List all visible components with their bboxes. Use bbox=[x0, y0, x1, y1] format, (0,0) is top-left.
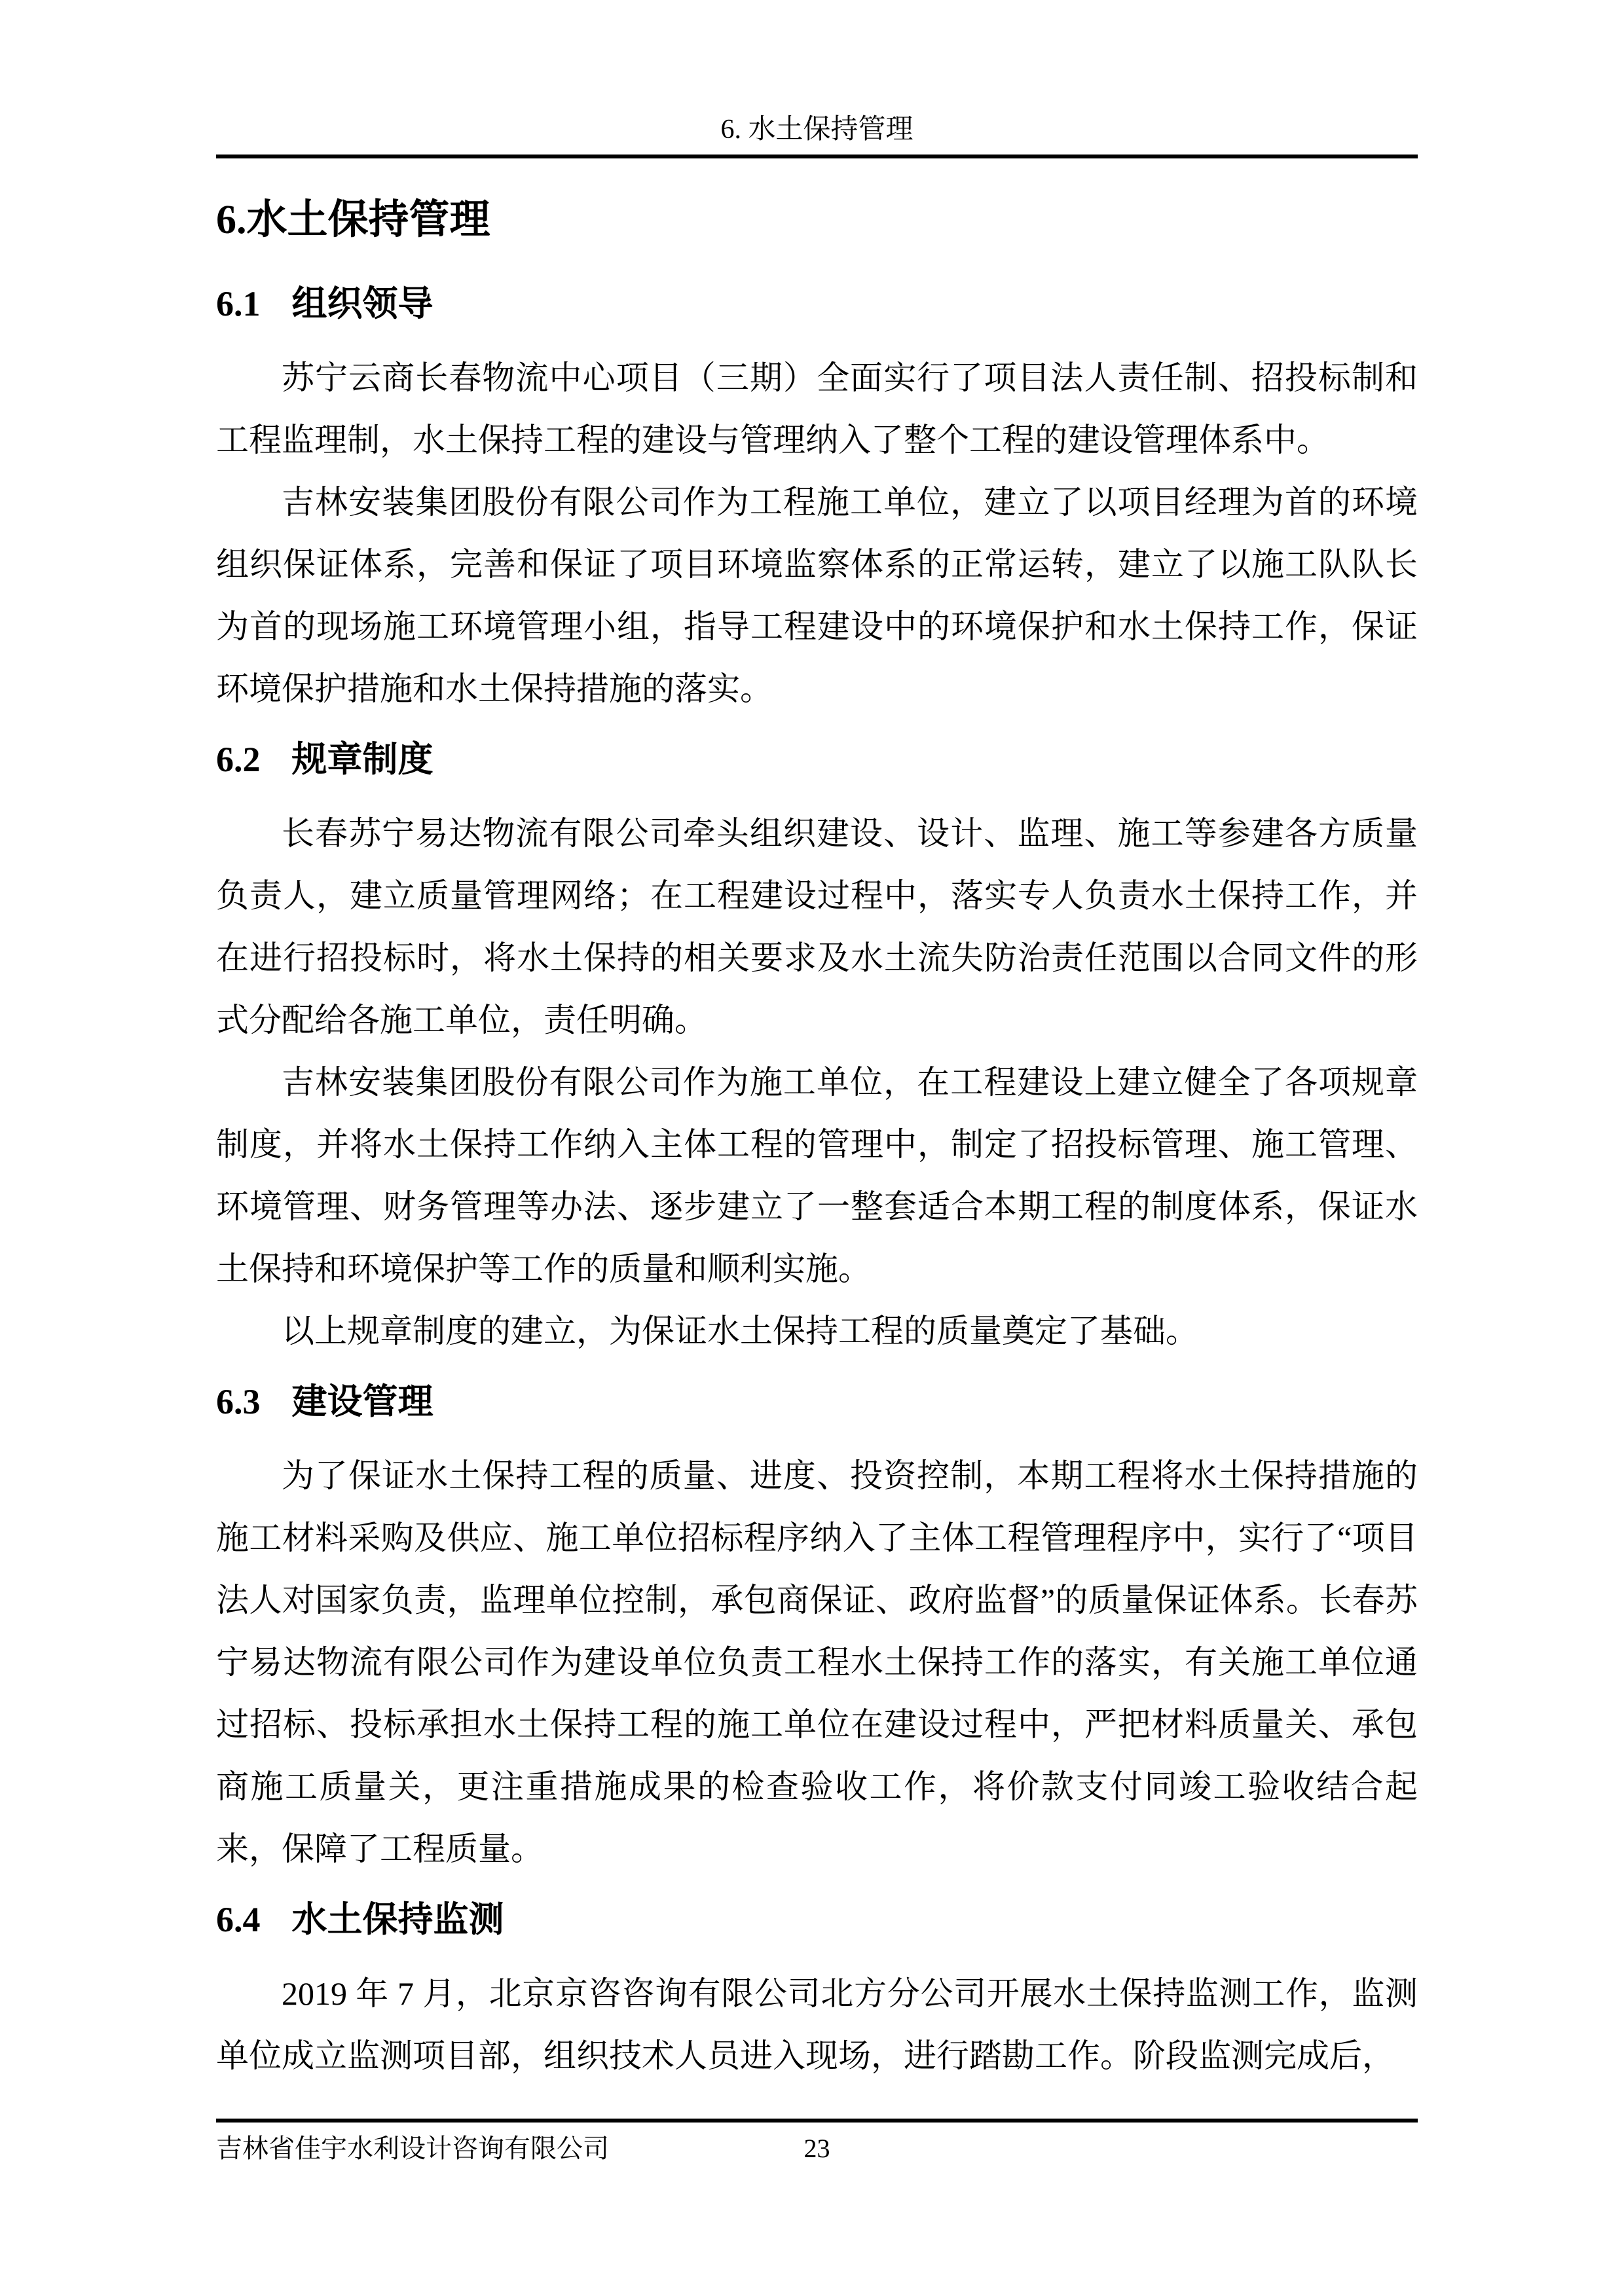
section-name: 规章制度 bbox=[291, 740, 434, 779]
section-heading-6-3 bbox=[216, 1377, 1418, 1427]
page-number: 23 bbox=[803, 2134, 830, 2163]
section-heading-6-1 bbox=[216, 279, 1418, 329]
paragraph: 吉林安装集团股份有限公司作为工程施工单位，建立了以项目经理为首的环境组织保证体系，完善和保证了项目环境监察体系的正常运转，建立了以施工队队长为首的现场施工环境管理小组，指导工程建设中的环境保护和水土保持工作，保证环境保护措施和水土保持措施的落实。 bbox=[216, 484, 1418, 707]
section-number: 6.4 bbox=[216, 1900, 261, 1939]
section-number: 6.2 bbox=[216, 740, 261, 779]
section-name: 水土保持监测 bbox=[291, 1900, 504, 1939]
section-number: 6.1 bbox=[216, 284, 261, 323]
paragraph: 苏宁云商长春物流中心项目（三期）全面实行了项目法人责任制、招投标制和工程监理制，水土保持工程的建设与管理纳入了整个工程的建设管理体系中。 bbox=[216, 359, 1418, 458]
section-6-1 bbox=[216, 279, 1418, 720]
paragraph: 以上规章制度的建立，为保证水土保持工程的质量奠定了基础。 bbox=[282, 1313, 1198, 1349]
paragraph: 长春苏宁易达物流有限公司牵头组织建设、设计、监理、施工等参建各方质量负责人，建立质量管理网络；在工程建设过程中，落实专人负责水土保持工作，并在进行招投标时，将水土保持的相关要求及水土流失防治责任范围以合同文件的形式分配给各施工单位，责任明确。 bbox=[216, 815, 1418, 1038]
footer-rule bbox=[216, 2119, 1418, 2123]
chapter-title: 6.水土保持管理 bbox=[216, 198, 490, 242]
paragraph: 为了保证水土保持工程的质量、进度、投资控制，本期工程将水土保持措施的施工材料采购及供应、施工单位招标程序纳入了主体工程管理程序中，实行了“项目法人对国家负责，监理单位控制，承包商保证、政府监督”的质量保证体系。长春苏宁易达物流有限公司作为建设单位负责工程水土保持工作的落实，有关施工单位通过招标、投标承担水土保持工程的施工单位在建设过程中，严把材料质量关、承包商施工质量关，更注重措施成果的检查验收工作，将价款支付同竣工验收结合起来，保障了工程质量。 bbox=[216, 1457, 1418, 1867]
document-content bbox=[216, 0, 1418, 2087]
section-name: 建设管理 bbox=[291, 1382, 434, 1421]
section-6-2 bbox=[216, 735, 1418, 1362]
section-number: 6.3 bbox=[216, 1382, 261, 1421]
paragraph: 吉林安装集团股份有限公司作为施工单位，在工程建设上建立健全了各项规章制度，并将水土保持工作纳入主体工程的管理中，制定了招投标管理、施工管理、环境管理、财务管理等办法、逐步建立了一整套适合本期工程的制度体系，保证水土保持和环境保护等工作的质量和顺利实施。 bbox=[216, 1064, 1418, 1287]
section-name: 组织领导 bbox=[291, 284, 434, 323]
section-6-3 bbox=[216, 1377, 1418, 1880]
footer-row bbox=[216, 2132, 1418, 2166]
header-title: 6. 水土保持管理 bbox=[720, 115, 913, 145]
section-6-4 bbox=[216, 1895, 1418, 2087]
footer-company: 吉林省佳宇水利设计咨询有限公司 bbox=[216, 2134, 609, 2163]
paragraph: 2019 年 7 月，北京京咨咨询有限公司北方分公司开展水土保持监测工作，监测单位成立监测项目部，组织技术人员进入现场，进行踏勘工作。阶段监测完成后， bbox=[216, 1975, 1418, 2074]
section-heading-6-2 bbox=[216, 735, 1418, 784]
page-footer bbox=[216, 2119, 1418, 2166]
section-heading-6-4 bbox=[216, 1895, 1418, 1944]
